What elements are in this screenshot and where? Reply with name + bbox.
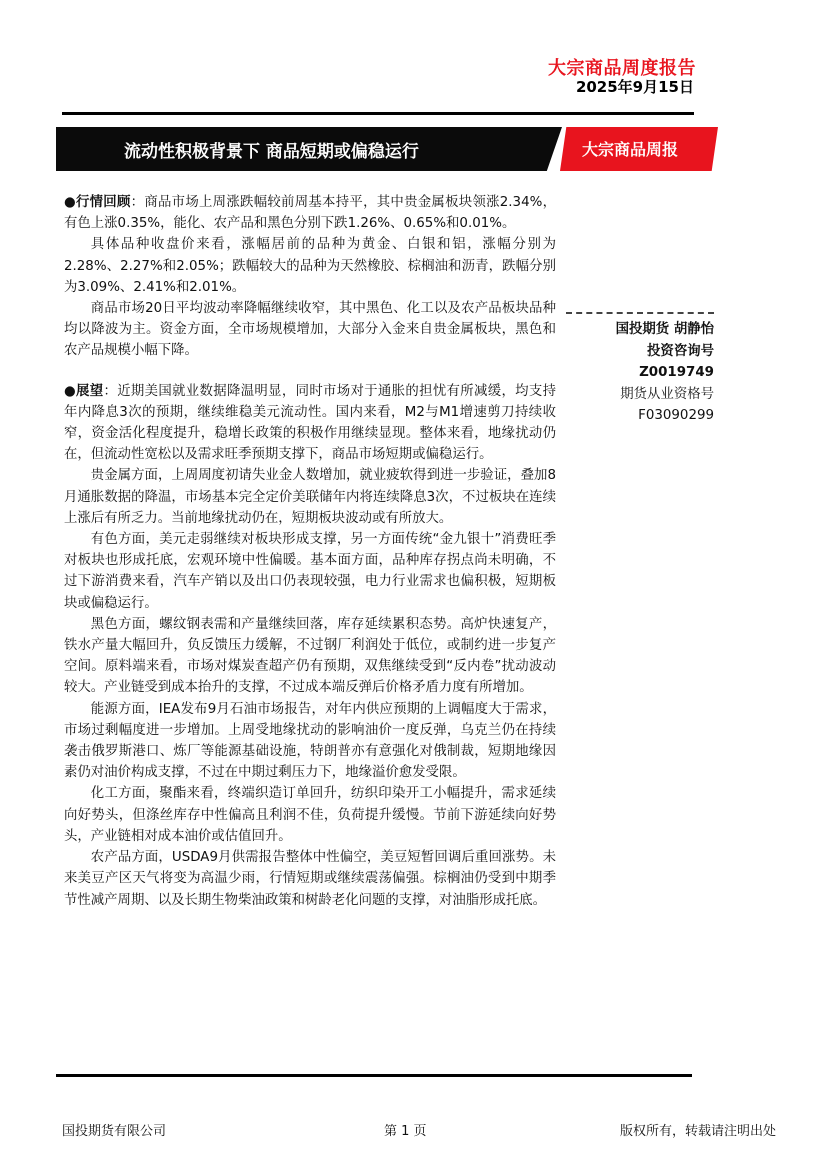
header-divider [62, 112, 694, 115]
sidebar-divider [566, 312, 714, 314]
footer-divider [56, 1074, 692, 1077]
outlook-energy: 能源方面，IEA发布9月石油市场报告，对年内供应预期的上调幅度大于需求，市场过剩幅度进一步增加。上周受地缘扰动的影响油价一度反弹，乌克兰仍在持续袭击俄罗斯港口、炼厂等能源基础设施，特朗普亦有意强化对俄制裁，短期地缘因素仍对油价构成支撑，不过在中期过剩压力下，地缘溢价愈发受限。 [64, 701, 556, 781]
review-paragraph-2: 具体品种收盘价来看，涨幅居前的品种为黄金、白银和铝，涨幅分别为2.28%、2.27%和2.05%；跌幅较大的品种为天然橡胶、棕榈油和沥青，跌幅分别为3.09%、2.41%和2.01%。 [64, 237, 556, 295]
outlook-heading: ●展望 [64, 383, 104, 399]
page-number: 第 1 页 [384, 1124, 427, 1139]
outlook-precious-metals: 贵金属方面，上周周度初请失业金人数增加，就业疲软得到进一步验证，叠加8月通胀数据的降温，市场基本完全定价美联储年内将连续降息3次，不过板块在连续上涨后有所乏力。当前地缘扰动仍在，短期板块波动或有所放大。 [64, 468, 556, 526]
page-title: 流动性积极背景下 商品短期或偏稳运行 [124, 142, 419, 162]
review-paragraph-1 [64, 192, 556, 234]
footer-company: 国投期货有限公司 [62, 1124, 167, 1139]
report-series-title: 大宗商品周度报告 [548, 58, 696, 79]
outlook-ferrous: 黑色方面，螺纹钢表需和产量继续回落，库存延续累积态势。高炉快速复产，铁水产量大幅回升，负反馈压力缓解，不过钢厂利润处于低位，或制约进一步复产空间。原料端来看，市场对煤炭查超产仍有预期，双焦继续受到“反内卷”扰动波动较大。产业链受到成本抬升的支撑，不过成本端反弹后价格矛盾力度有所增加。 [64, 616, 556, 696]
outlook-text-1: ：近期美国就业数据降温明显，同时市场对于通胀的担忧有所减缓，均支持年内降息3次的预期，继续维稳美元流动性。国内来看，M2与M1增速剪刀持续收窄，资金活化程度提升，稳增长政策的积极作用继续显现。整体来看，地缘扰动仍在，但流动性宽松以及需求旺季预期支撑下，商品市场短期或偏稳运行。 [64, 383, 556, 463]
outlook-agriculture: 农产品方面，USDA9月供需报告整体中性偏空，美豆短暂回调后重回涨势。未来美豆产区天气将变为高温少雨，行情短期或继续震荡偏强。棕榈油仍受到中期季节性减产周期、以及长期生物柴油政策和树龄老化问题的支撑，对油脂形成托底。 [64, 850, 556, 908]
outlook-paragraph-1 [64, 381, 556, 466]
qualification-label: 期货从业资格号 [620, 386, 714, 402]
review-heading: ●行情回顾 [64, 195, 131, 210]
cert-label: 投资咨询号 [647, 343, 714, 359]
analyst-name: 国投期货 胡静怡 [615, 322, 714, 337]
report-body [64, 192, 556, 911]
outlook-nonferrous: 有色方面，美元走弱继续对板块形成支撑，另一方面传统“金九银十”消费旺季对板块也形成托底，宏观环境中性偏暖。基本面方面，品种库存拐点尚未明确，不过下游消费来看，汽车产销以及出口仍表现较强，电力行业需求也偏积极，短期板块或偏稳运行。 [64, 532, 556, 611]
category-label: 大宗商品周报 [582, 140, 679, 159]
outlook-chemicals: 化工方面，聚酯来看，终端织造订单回升，纺织印染开工小幅提升，需求延续向好势头，但涤丝库存中性偏高且利润不佳，负荷提升缓慢。节前下游延续向好势头，产业链相对成本油价或估值回升。 [64, 786, 556, 844]
report-date: 2025年9月15日 [575, 78, 694, 96]
analyst-info [544, 319, 714, 427]
footer-copyright: 版权所有，转载请注明出处 [619, 1124, 776, 1139]
review-text-1: ：商品市场上周涨跌幅较前周基本持平，其中贵金属板块领涨2.34%，有色上涨0.35%，能化、农产品和黑色分别下跌1.26%、0.65%和0.01%。 [64, 195, 556, 232]
qualification-number: F03090299 [638, 408, 714, 423]
cert-number: Z0019749 [639, 365, 714, 380]
review-paragraph-3: 商品市场20日平均波动率降幅继续收窄，其中黑色、化工以及农产品板块品种均以降波为主。资金方面，全市场规模增加，大部分入金来自贵金属板块，黑色和农产品规模小幅下降。 [64, 301, 556, 359]
